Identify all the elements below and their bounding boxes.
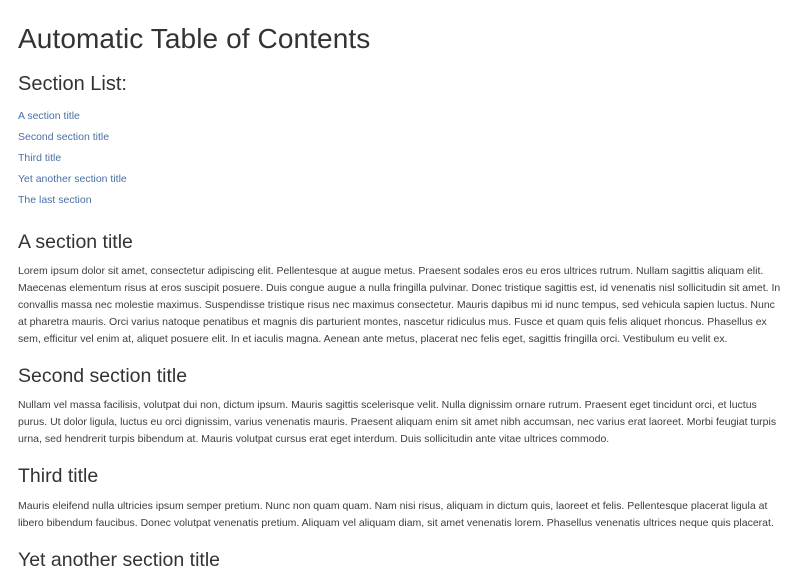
section-title: Third title [18,465,99,488]
section-title: Yet another section title [18,548,220,571]
section-title: A section title [18,230,133,253]
list-item [18,190,782,208]
toc-link-5[interactable]: The last section [18,193,92,206]
list-item [18,127,782,145]
table-of-contents [18,106,782,208]
section-body: Mauris eleifend nulla ultricies ipsum semper pretium. Nunc non quam quam. Nam nisi risus, aliquam in dictum quis, laoreet et felis. Pellentesque placerat ligula at libero bibendum faucibus. Donec volutpat venenatis pretium. Aliquam vel aliquam diam, sit amet venenatis lorem. Phasellus venenatis ultrices neque quis placerat. [18,499,774,529]
toc-link-3[interactable]: Third title [18,151,62,164]
toc-link-2[interactable]: Second section title [18,130,110,143]
section-3 [18,464,782,531]
section-body: Lorem ipsum dolor sit amet, consectetur adipiscing elit. Pellentesque at augue metus. Praesent sodales eros eu eros ultrices rutrum. Nullam sagittis aliquam elit. Maecenas elementum risus at eros suscipit posuere. Duis congue augue a nulla fringilla pulvinar. Donec tristique sagittis est, id venenatis nisl sollicitudin sit amet. In convallis massa nec molestie maximus. Suspendisse tristique risus nec maximus consectetur. Mauris dapibus mi id nunc tempus, sed vehicula sapien luctus. Nunc at pharetra mauris. Orci varius natoque penatibus et magnis dis parturient montes, nascetur ridiculus mus. Fusce et quam quis felis aliquet rhoncus. Phasellus ex sem, efficitur vel enim at, aliquet posuere elit. In et iaculis magna. Aenean ante metus, placerat nec felis eget, sagittis fringilla orci. Vestibulum eu velit ex. [18,264,781,345]
toc-link-1[interactable]: A section title [18,109,80,122]
section-1 [18,230,782,348]
toc-link-4[interactable]: Yet another section title [18,172,127,185]
section-4 [18,548,782,572]
list-item [18,148,782,166]
page-title: Automatic Table of Contents [18,23,371,54]
section-body: Nullam vel massa facilisis, volutpat dui non, dictum ipsum. Mauris sagittis scelerisque velit. Nulla dignissim ornare rutrum. Praesent eget tincidunt orci, et luctus purus. Ut dolor ligula, luctus eu orci dignissim, varius venenatis mauris. Praesent aliquam enim sit amet nibh accumsan, nec varius erat laoreet. Morbi feugiat turpis urna, sed hendrerit turpis bibendum at. Mauris volutpat cursus erat eget interdum. Duis sollicitudin ante vitae ultrices commodo. [18,399,777,446]
list-item [18,106,782,124]
list-item [18,169,782,187]
section-2 [18,364,782,448]
toc-heading: Section List: [18,72,127,95]
section-title: Second section title [18,364,188,387]
